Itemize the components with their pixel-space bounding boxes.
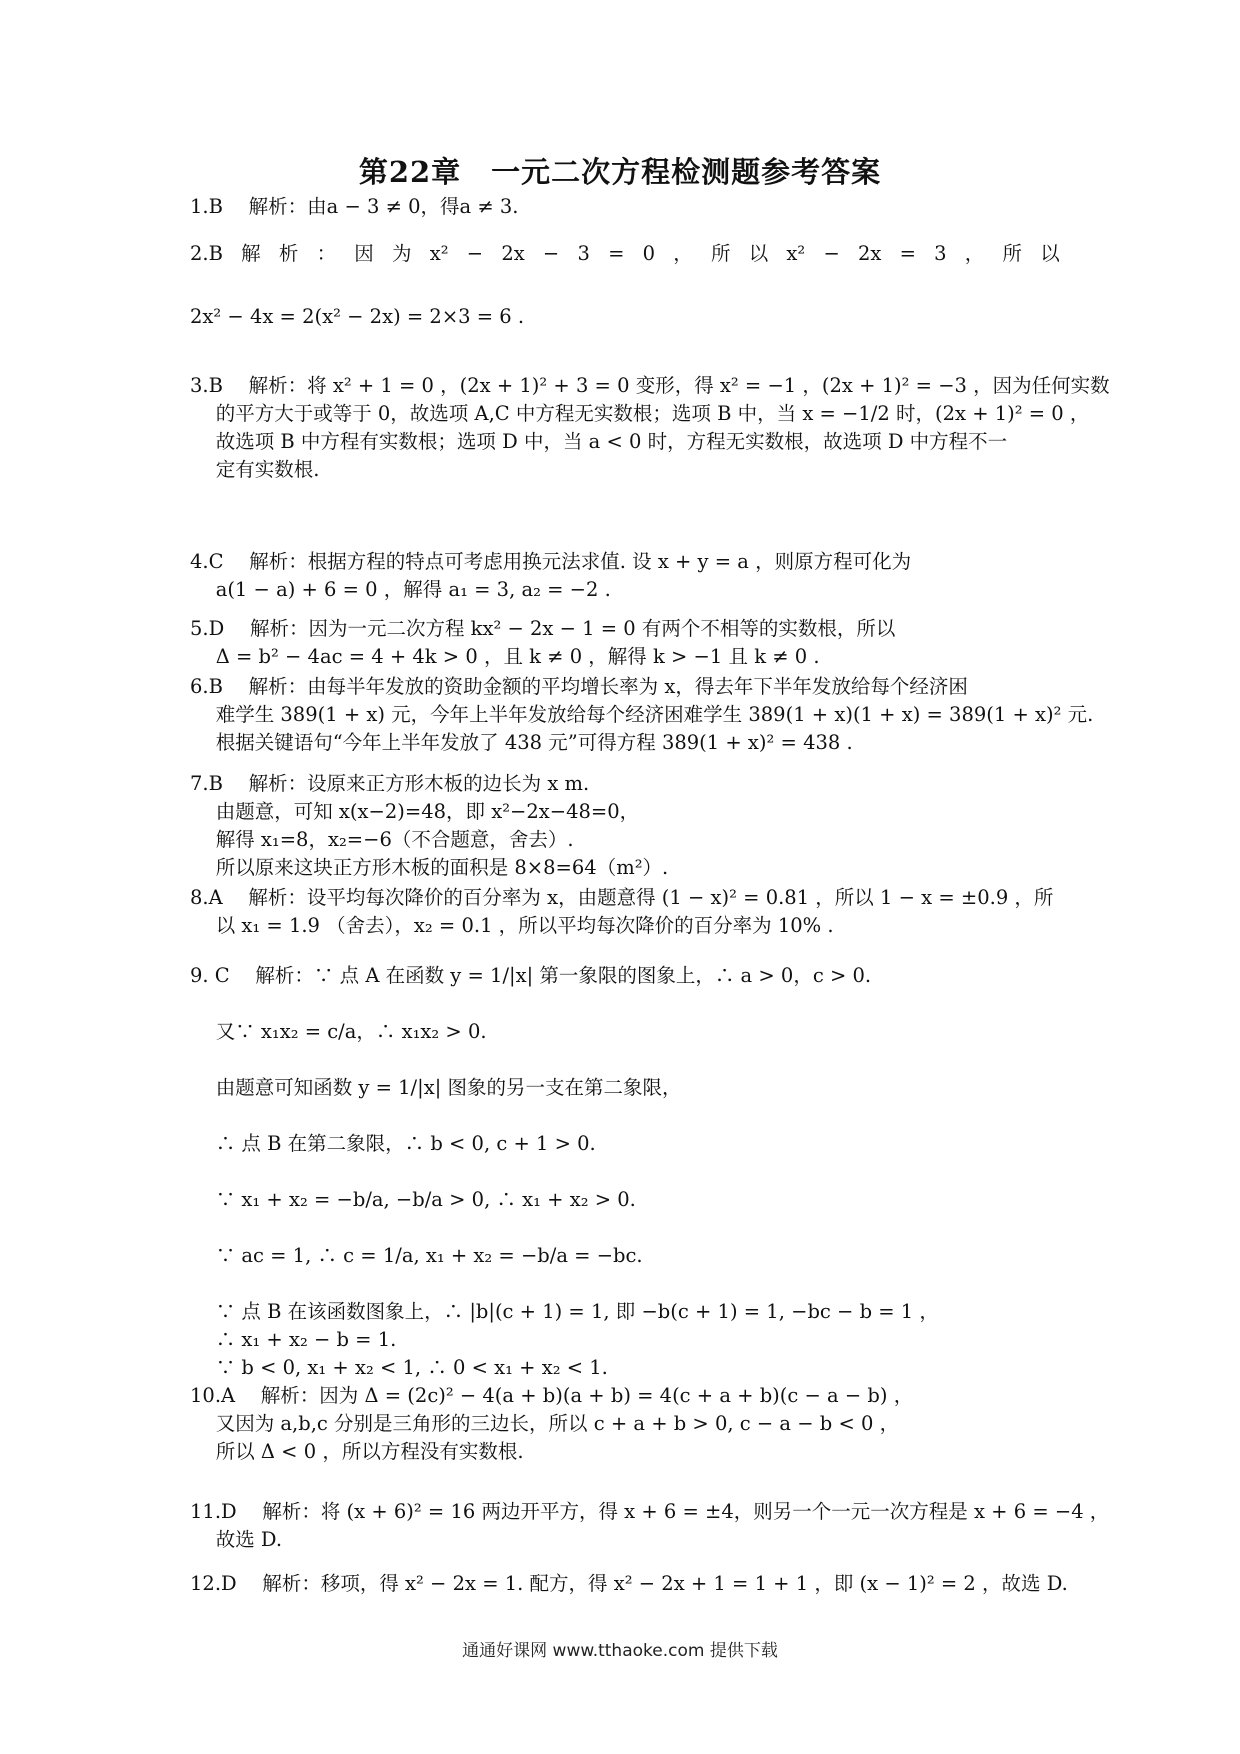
answer-line: ∵ 点 B 在该函数图象上，∴ |b|(c + 1) = 1, 即 −b(c + 1) = 1, −bc − b = 1 ， bbox=[190, 1300, 939, 1323]
answer-line bbox=[190, 1102, 1060, 1130]
answer-line: 7.B 解析：设原来正方形木板的边长为 x m. bbox=[190, 772, 590, 795]
answer-line: ∵ ac = 1, ∴ c = 1/a, x₁ + x₂ = −b/a = −bc. bbox=[190, 1244, 643, 1267]
answer-item bbox=[190, 962, 1060, 1382]
answer-line: 解得 x₁=8，x₂=−6（不合题意，舍去）. bbox=[190, 828, 574, 851]
answer-item bbox=[190, 1498, 1110, 1554]
answer-line: ∵ x₁ + x₂ = −b/a, −b/a > 0, ∴ x₁ + x₂ > 0. bbox=[190, 1188, 636, 1211]
answer-line: 的平方大于或等于 0，故选项 A,C 中方程无实数根；选项 B 中，当 x = −1/2 时，(2x + 1)² = 0 ， bbox=[190, 402, 1090, 425]
answer-item bbox=[190, 548, 1060, 604]
answer-line bbox=[190, 1158, 1060, 1186]
answer-line: 6.B 解析：由每半年发放的资助金额的平均增长率为 x，得去年下半年发放给每个经济困 bbox=[190, 675, 968, 698]
page-title: 第22章 一元二次方程检测题参考答案 bbox=[358, 155, 882, 189]
answer-line: 11.D 解析：将 (x + 6)² = 16 两边开平方，得 x + 6 = ±4，则另一个一元一次方程是 x + 6 = −4 ， bbox=[190, 1500, 1110, 1523]
answer-line: 10.A 解析：因为 Δ = (2c)² − 4(a + b)(a + b) = 4(c + a + b)(c − a − b) ， bbox=[190, 1384, 914, 1407]
answer-line: 1.B 解析：由a − 3 ≠ 0，得a ≠ 3. bbox=[190, 195, 519, 218]
answer-item bbox=[190, 1382, 1060, 1466]
answer-line: 3.B 解析：将 x² + 1 = 0 ，(2x + 1)² + 3 = 0 变形，得 x² = −1 ，(2x + 1)² = −3 ，因为任何实数 bbox=[190, 374, 1110, 397]
answer-line: 由题意，可知 x(x−2)=48，即 x²−2x−48=0， bbox=[190, 800, 640, 823]
answer-line: 故选项 B 中方程有实数根；选项 D 中，当 a < 0 时，方程无实数根，故选项 D 中方程不一 bbox=[190, 430, 1008, 453]
answer-line: 根据关键语句“今年上半年发放了 438 元”可得方程 389(1 + x)² = 438 . bbox=[190, 731, 853, 754]
answer-line: 以 x₁ = 1.9 （舍去），x₂ = 0.1 ，所以平均每次降价的百分率为 10% . bbox=[190, 914, 834, 937]
answer-line: 2.B 解 析 ： 因 为 x² − 2x − 3 = 0 ， 所 以 x² − 2x = 3 ， 所 以 bbox=[190, 242, 1060, 265]
answer-item bbox=[190, 884, 1060, 940]
answer-item bbox=[190, 372, 1110, 484]
answer-line: 所以原来这块正方形木板的面积是 8×8=64（m²）. bbox=[190, 856, 669, 879]
answer-line: ∵ b < 0, x₁ + x₂ < 1, ∴ 0 < x₁ + x₂ < 1. bbox=[190, 1356, 608, 1379]
answer-item bbox=[190, 770, 1060, 882]
answer-line: 12.D 解析：移项，得 x² − 2x = 1. 配方，得 x² − 2x + 1 = 1 + 1 ，即 (x − 1)² = 2 ，故选 D. bbox=[190, 1572, 1068, 1595]
answer-line: 又因为 a,b,c 分别是三角形的三边长，所以 c + a + b > 0, c − a − b < 0 ， bbox=[190, 1412, 900, 1435]
answer-line: Δ = b² − 4ac = 4 + 4k > 0 ，且 k ≠ 0 ，解得 k > −1 且 k ≠ 0 . bbox=[190, 645, 820, 668]
answer-item bbox=[190, 303, 1060, 331]
answer-line bbox=[190, 1046, 1060, 1074]
answer-line: 5.D 解析：因为一元二次方程 kx² − 2x − 1 = 0 有两个不相等的实数根，所以 bbox=[190, 617, 896, 640]
answer-item bbox=[190, 615, 1060, 671]
answer-item bbox=[190, 193, 1060, 221]
answer-line: 故选 D. bbox=[190, 1528, 283, 1551]
answer-line: ∴ x₁ + x₂ − b = 1. bbox=[190, 1328, 397, 1351]
answer-line: 8.A 解析：设平均每次降价的百分率为 x，由题意得 (1 − x)² = 0.81 ，所以 1 − x = ±0.9 ，所 bbox=[190, 886, 1054, 909]
answer-line: 2x² − 4x = 2(x² − 2x) = 2×3 = 6 . bbox=[190, 305, 525, 328]
answer-line bbox=[190, 990, 1060, 1018]
answer-item bbox=[190, 1570, 1068, 1598]
answer-line: ∴ 点 B 在第二象限，∴ b < 0, c + 1 > 0. bbox=[190, 1132, 596, 1155]
footer-source: 通通好课网 www.tthaoke.com 提供下载 bbox=[462, 1641, 778, 1661]
answer-line bbox=[190, 1214, 1060, 1242]
answer-line: 定有实数根. bbox=[190, 458, 320, 481]
answer-line: 9. C 解析：∵ 点 A 在函数 y = 1/|x| 第一象限的图象上，∴ a > 0，c > 0. bbox=[190, 964, 872, 987]
answer-line: a(1 − a) + 6 = 0 ，解得 a₁ = 3, a₂ = −2 . bbox=[190, 578, 611, 601]
answer-line bbox=[190, 1270, 1060, 1298]
answer-line: 4.C 解析：根据方程的特点可考虑用换元法求值. 设 x + y = a ，则原方程可化为 bbox=[190, 550, 912, 573]
answer-item bbox=[190, 240, 1060, 268]
answer-line: 难学生 389(1 + x) 元，今年上半年发放给每个经济困难学生 389(1 + x)(1 + x) = 389(1 + x)² 元. bbox=[190, 703, 1094, 726]
answer-line: 所以 Δ < 0 ，所以方程没有实数根. bbox=[190, 1440, 524, 1463]
answer-line: 由题意可知函数 y = 1/|x| 图象的另一支在第二象限， bbox=[190, 1076, 682, 1099]
answer-item bbox=[190, 673, 1094, 757]
answer-line: 又∵ x₁x₂ = c/a，∴ x₁x₂ > 0. bbox=[190, 1020, 487, 1043]
